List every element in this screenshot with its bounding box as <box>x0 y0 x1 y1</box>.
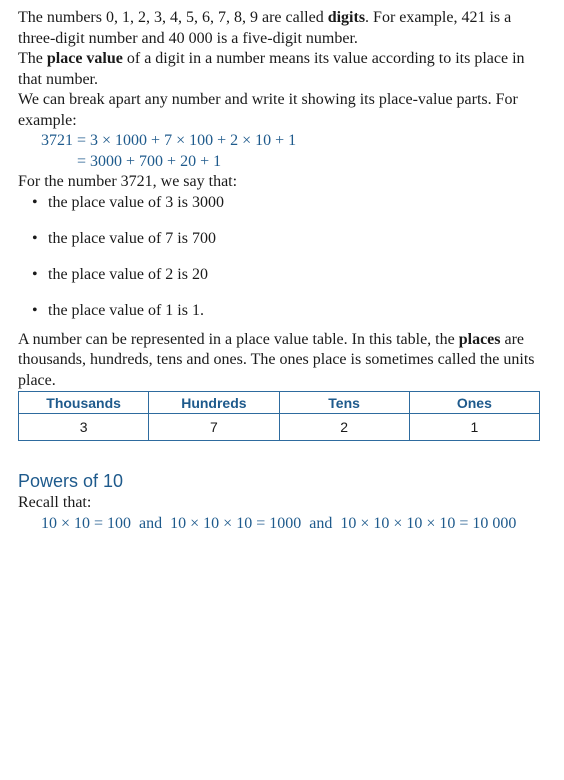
expansion-equation <box>41 131 544 172</box>
place-value-text-a: The <box>18 50 47 67</box>
list-item-text: the place value of 1 is 1. <box>48 301 204 319</box>
header-ones: Ones <box>409 392 539 414</box>
cell-tens: 2 <box>279 414 409 441</box>
list-item <box>18 301 544 330</box>
digits-text-a: The numbers 0, 1, 2, 3, 4, 5, 6, 7, 8, 9 are called <box>18 9 328 26</box>
cell-ones: 1 <box>409 414 539 441</box>
places-term: places <box>458 330 501 348</box>
bullet-icon: • <box>32 265 38 283</box>
place-value-text-b: of a digit in a number means its value according to its place in that number. <box>18 50 525 88</box>
list-item <box>18 193 544 229</box>
equation-line-1: 3721 = 3 × 1000 + 7 × 100 + 2 × 10 + 1 <box>41 132 297 149</box>
break-apart-paragraph: We can break apart any number and write it showing its place-value parts. For example: <box>18 91 518 129</box>
powers-equation: 10 × 10 = 100 and 10 × 10 × 10 = 1000 and 10 × 10 × 10 × 10 = 10 000 <box>41 514 517 532</box>
table-intro-text-a: A number can be represented in a place value table. In this table, the <box>18 330 459 348</box>
header-tens: Tens <box>279 392 409 414</box>
number-intro: For the number 3721, we say that: <box>18 173 238 190</box>
place-value-term: place value <box>46 50 123 67</box>
table-row <box>19 414 540 441</box>
bullet-icon: • <box>32 229 38 247</box>
list-item-text: the place value of 2 is 20 <box>48 265 208 283</box>
bullet-icon: • <box>32 301 38 319</box>
place-value-paragraph <box>18 49 544 90</box>
header-thousands: Thousands <box>19 392 149 414</box>
place-value-list <box>18 193 544 330</box>
digits-paragraph <box>18 8 544 49</box>
digits-text-b: . For example, 421 is a three-digit number and 40 000 is a five-digit number. <box>18 9 512 47</box>
header-hundreds: Hundreds <box>149 392 279 414</box>
list-item <box>18 229 544 265</box>
cell-thousands: 3 <box>19 414 149 441</box>
list-item-text: the place value of 7 is 700 <box>48 229 216 247</box>
list-item <box>18 265 544 301</box>
place-value-table <box>18 391 540 441</box>
equation-line-2: = 3000 + 700 + 20 + 1 <box>77 152 222 170</box>
digits-term: digits <box>327 9 366 26</box>
page-content <box>18 8 544 534</box>
table-header-row <box>19 392 540 414</box>
table-intro-text-b: are thousands, hundreds, tens and ones. The ones place is sometimes called the units place. <box>18 330 535 389</box>
recall-text: Recall that: <box>18 494 92 511</box>
section-heading: Powers of 10 <box>18 471 124 491</box>
bullet-icon: • <box>32 193 38 211</box>
table-intro-paragraph <box>18 330 544 392</box>
cell-hundreds: 7 <box>149 414 279 441</box>
list-item-text: the place value of 3 is 3000 <box>48 193 224 211</box>
